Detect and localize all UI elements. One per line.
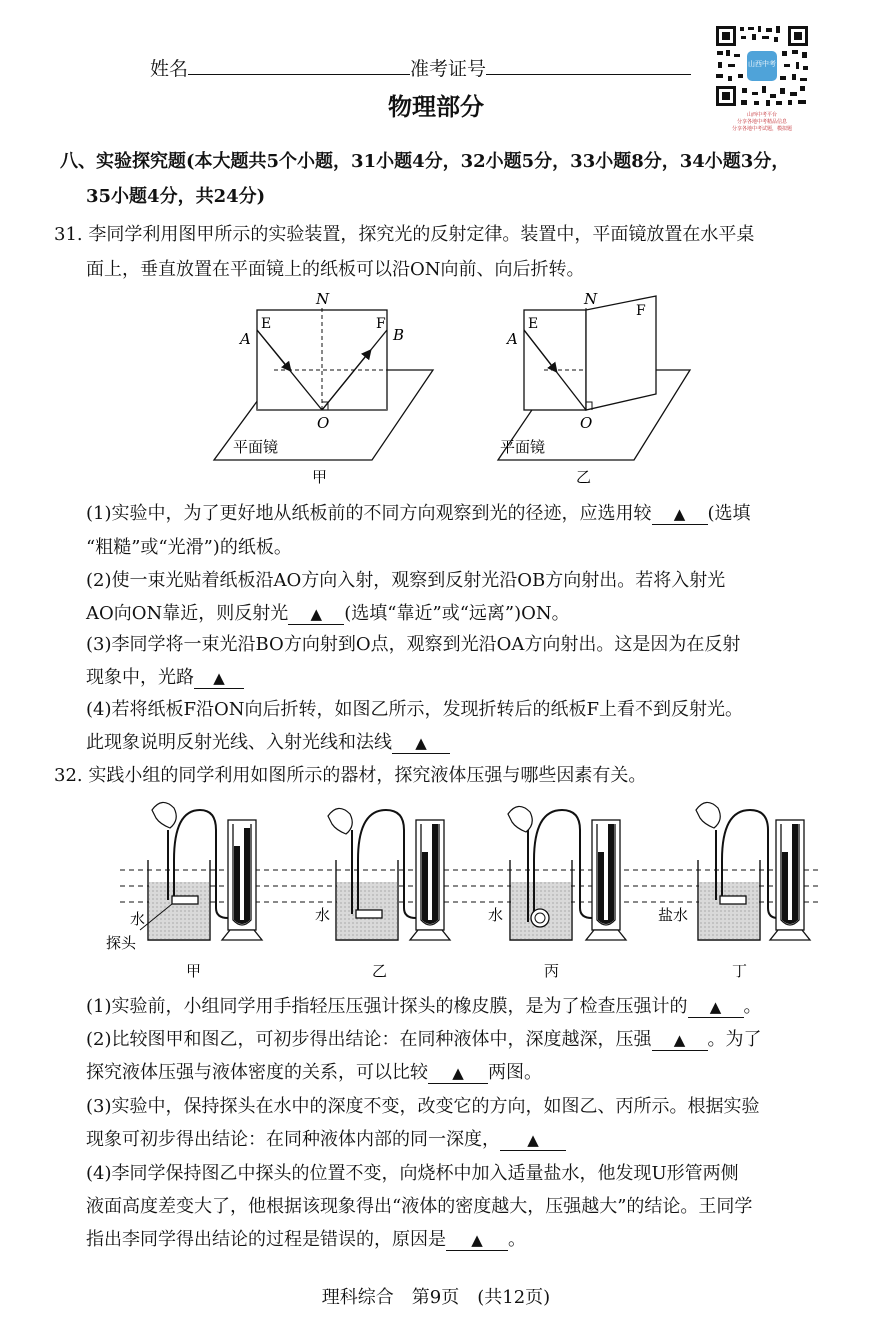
setup-jia xyxy=(148,802,262,940)
exam-id-label: 准考证号 xyxy=(410,58,487,80)
q31-part1-line2: “粗糙”或“光滑”)的纸板。 xyxy=(86,537,292,558)
qr-caption-line: 山西中考平台 xyxy=(746,112,777,118)
q31-part2-line1: (2)使一束光贴着纸板沿AO方向入射，观察到反射光沿OB方向射出。若将入射光 xyxy=(86,570,726,591)
qr-badge-text: 山西中考 xyxy=(748,60,776,68)
q32-part3-line1: (3)实验中，保持探头在水中的深度不变，改变它的方向，如图乙、丙所示。根据实验 xyxy=(86,1096,760,1117)
figure-caption: 甲 xyxy=(312,468,328,486)
figure-caption: 丙 xyxy=(544,962,560,980)
label-n: N xyxy=(316,290,330,308)
section-heading-line1: 八、实验探究题(本大题共5个小题，31小题4分，32小题5分，33小题8分，34小题3分， xyxy=(60,151,790,172)
probe-label: 探头 xyxy=(106,934,137,952)
q32-part4-line3: 指出李同学得出结论的过程是错误的，原因是 ▲ 。 xyxy=(86,1229,526,1250)
q32-part3-line2: 现象可初步得出结论：在同种液体内部的同一深度， ▲ xyxy=(86,1123,566,1156)
figure-yi-reflection xyxy=(484,290,714,490)
figure-liquid-pressure xyxy=(100,790,830,990)
answer-blank[interactable]: ▲ xyxy=(428,1061,488,1084)
q31-part1-line1: (1)实验中，为了更好地从纸板前的不同方向观察到光的径迹，应选用较 ▲ (选填 xyxy=(86,503,751,524)
q31-part4-line1: (4)若将纸板F沿ON向后折转，如图乙所示，发现折转后的纸板F上看不到反射光。 xyxy=(86,699,743,720)
figure-caption: 乙 xyxy=(372,962,388,980)
label-a: A xyxy=(507,330,518,348)
page-footer: 理科综合 第9页 (共12页) xyxy=(321,1287,551,1308)
label-e: E xyxy=(261,316,272,332)
q31-part2-line2: AO向ON靠近，则反射光 ▲ (选填“靠近”或“远离”)ON。 xyxy=(86,603,570,624)
q32-part2-line1: (2)比较图甲和图乙，可初步得出结论：在同种液体中，深度越深，压强 ▲ 。为了 xyxy=(86,1029,762,1050)
setup-yi xyxy=(328,808,450,940)
answer-blank[interactable]: ▲ xyxy=(194,666,244,689)
label-f: F xyxy=(636,303,646,319)
figure-caption: 丁 xyxy=(732,962,748,980)
answer-blank[interactable]: ▲ xyxy=(688,995,744,1018)
liquid-label: 水 xyxy=(488,906,504,924)
figure-caption: 甲 xyxy=(186,962,202,980)
answer-blank[interactable]: ▲ xyxy=(446,1228,508,1251)
q32-part2-line2: 探究液体压强与液体密度的关系，可以比较 ▲ 两图。 xyxy=(86,1062,542,1083)
q31-part4-line2: 此现象说明反射光线、入射光线和法线 ▲ xyxy=(86,726,450,759)
answer-blank[interactable]: ▲ xyxy=(500,1128,566,1151)
qr-caption-line: 分享各地中考精品信息 xyxy=(736,119,787,125)
label-b: B xyxy=(393,326,405,344)
label-a: A xyxy=(240,330,251,348)
liquid-label: 水 xyxy=(130,910,146,928)
label-o: O xyxy=(580,414,593,432)
q32-part4-line2: 液面高度差变大了，他根据该现象得出“液体的密度越大，压强越大”的结论。王同学 xyxy=(86,1196,753,1217)
exam-id-blank[interactable] xyxy=(486,52,691,75)
name-blank[interactable] xyxy=(188,52,410,75)
liquid-label: 水 xyxy=(315,906,331,924)
figure-jia-reflection xyxy=(200,290,440,490)
q31-intro-line2: 面上，垂直放置在平面镜上的纸板可以沿ON向前、向后折转。 xyxy=(86,259,585,280)
section-heading-line2: 35小题4分，共24分) xyxy=(86,186,266,207)
answer-blank[interactable]: ▲ xyxy=(288,602,344,625)
label-e: E xyxy=(528,316,539,332)
q32-part4-line1: (4)李同学保持图乙中探头的位置不变，向烧杯中加入适量盐水，他发现U形管两侧 xyxy=(86,1163,739,1184)
answer-blank[interactable]: ▲ xyxy=(652,502,708,525)
answer-blank[interactable]: ▲ xyxy=(392,731,450,754)
q31-part3-line2: 现象中，光路 ▲ xyxy=(86,661,244,694)
qr-caption-line: 分享各地中考试题，模拟题 xyxy=(731,126,792,132)
label-n: N xyxy=(584,290,598,308)
page-title: 物理部分 xyxy=(388,93,484,121)
figure-caption: 乙 xyxy=(576,468,592,486)
q32-intro: 32. 实践小组的同学利用如图所示的器材，探究液体压强与哪些因素有关。 xyxy=(54,765,647,786)
setup-ding xyxy=(696,802,810,940)
q32-part1: (1)实验前，小组同学用手指轻压压强计探头的橡皮膜，是为了检查压强计的 ▲ 。 xyxy=(86,996,762,1017)
liquid-label: 盐水 xyxy=(658,906,689,924)
label-o: O xyxy=(317,414,330,432)
name-label: 姓名 xyxy=(150,58,189,80)
q31-intro-line1: 31. 李同学利用图甲所示的实验装置，探究光的反射定律。装置中，平面镜放置在水平桌 xyxy=(54,224,755,245)
mirror-label: 平面镜 xyxy=(233,438,279,456)
q31-part3-line1: (3)李同学将一束光沿BO方向射到O点，观察到光沿OA方向射出。这是因为在反射 xyxy=(86,634,741,655)
label-f: F xyxy=(376,316,386,332)
mirror-label: 平面镜 xyxy=(500,438,546,456)
setup-bing xyxy=(508,806,626,940)
answer-blank[interactable]: ▲ xyxy=(652,1028,708,1051)
